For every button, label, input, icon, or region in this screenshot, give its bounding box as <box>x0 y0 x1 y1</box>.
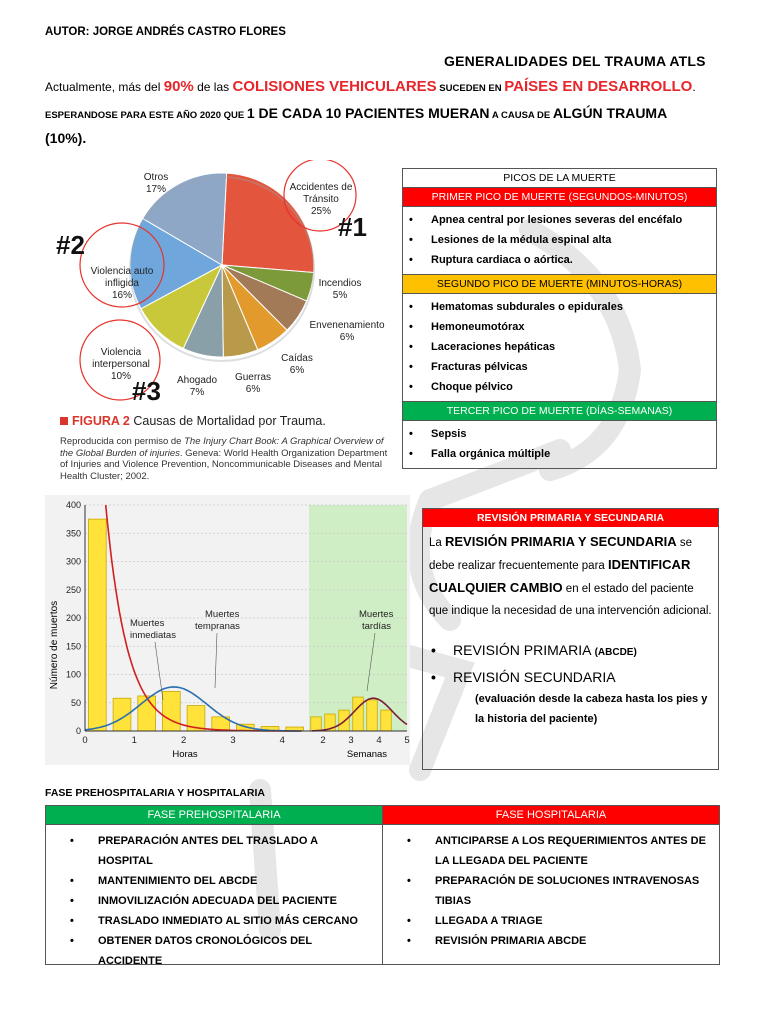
phase-table <box>45 805 720 965</box>
annotation-immediate-1: Muertes <box>130 618 165 629</box>
y-tick-label: 250 <box>65 584 81 595</box>
list-item: • REVISIÓN PRIMARIA ABCDE <box>435 931 711 951</box>
list-item: • INMOVILIZACIÓN ADECUADA DEL PACIENTE <box>98 891 374 911</box>
x-tick-label-weeks: 5 <box>404 735 410 746</box>
revision-header: REVISIÓN PRIMARIA Y SECUNDARIA <box>423 509 718 527</box>
mark-2: #2 <box>56 230 85 260</box>
y-tick-label: 300 <box>65 556 81 567</box>
annotation-late-1: Muertes <box>359 609 394 620</box>
x-tick-label-hours: 0 <box>82 735 88 746</box>
y-tick-label: 400 <box>65 500 81 510</box>
y-tick-label: 200 <box>65 613 81 623</box>
list-item: • TRASLADO INMEDIATO AL SITIO MÁS CERCANO <box>98 911 374 931</box>
list-item: • Laceraciones hepáticas <box>431 337 710 357</box>
hospital-header: FASE HOSPITALARIA <box>383 806 719 825</box>
x-hours-label: Horas <box>172 749 198 760</box>
figure-note: Reproducida con permiso de The Injury Chart Book: A Graphical Overview of the Global Burden of injuries. Geneva: World Health Organization Department of Injuries and Violence Prevention, Noncommunicable Diseases and Mental Health Cluster; 2002. <box>60 436 388 482</box>
list-item: • Falla orgánica múltiple <box>431 444 710 464</box>
bar-weeks <box>367 700 378 731</box>
document-title: GENERALIDADES DEL TRAUMA ATLS <box>444 53 706 69</box>
revision-secondary-note: (evaluación desde la cabeza hasta los pies y la historia del paciente) <box>475 693 708 725</box>
y-tick-label: 150 <box>65 641 81 652</box>
second-peak-list <box>403 294 716 401</box>
bar-hours <box>88 519 106 731</box>
first-peak-title: PRIMER PICO DE MUERTE (SEGUNDOS-MINUTOS) <box>403 188 716 207</box>
x-tick-label-weeks: 4 <box>376 735 382 746</box>
prehospital-header: FASE PREHOSPITALARIA <box>46 806 382 825</box>
x-tick-label-hours: 4 <box>279 735 285 746</box>
bar-weeks <box>311 717 322 731</box>
death-distribution-chart <box>45 495 410 765</box>
x-tick-label-hours: 3 <box>230 735 236 746</box>
prehospital-column <box>46 806 382 967</box>
list-item: • Hematomas subdurales o epidurales <box>431 297 710 317</box>
list-item: • Hemoneumotórax <box>431 317 710 337</box>
bar-hours <box>138 696 156 731</box>
second-peak-title: SEGUNDO PICO DE MUERTE (MINUTOS-HORAS) <box>403 275 716 294</box>
phase-section-title: FASE PREHOSPITALARIA Y HOSPITALARIA <box>45 787 265 799</box>
third-peak-title: TERCER PICO DE MUERTE (DÍAS-SEMANAS) <box>403 402 716 421</box>
mortality-pie-figure <box>40 160 392 410</box>
annotation-early-2: tempranas <box>195 621 240 632</box>
list-item: • MANTENIMIENTO DEL ABCDE <box>98 871 374 891</box>
list-item: • LLEGADA A TRIAGE <box>435 911 711 931</box>
figure-caption: FIGURA 2 Causas de Mortalidad por Trauma. <box>60 414 326 428</box>
x-tick-label-weeks: 3 <box>348 735 354 746</box>
first-peak-list <box>403 207 716 274</box>
author-line: AUTOR: JORGE ANDRÉS CASTRO FLORES <box>45 26 286 38</box>
annotation-early-1: Muertes <box>205 609 240 620</box>
y-tick-label: 350 <box>65 528 81 539</box>
death-peaks-header: PICOS DE LA MUERTE <box>403 169 716 188</box>
intro-paragraph-1: Actualmente, más del 90% de las COLISIONES VEHICULARES SUCEDEN EN PAÍSES EN DESARROLLO. <box>45 78 696 95</box>
y-tick-label: 50 <box>70 697 81 708</box>
pie-label-envenenamiento: Envenenamiento 6% <box>309 320 385 343</box>
mark-3: #3 <box>132 376 161 406</box>
pie-label-ahogado: Ahogado 7% <box>176 375 218 398</box>
pie-label-otros: Otros 17% <box>143 172 169 195</box>
list-item: • PREPARACIÓN DE SOLUCIONES INTRAVENOSAS TIBIAS <box>435 871 711 911</box>
third-peak-list <box>403 421 716 468</box>
caption-square-icon <box>60 417 68 425</box>
mark-1: #1 <box>338 212 367 242</box>
list-item: • PREPARACIÓN ANTES DEL TRASLADO A HOSPITAL <box>98 831 374 871</box>
pie-label-violencia-auto: Violencia auto infligida 16% <box>90 266 154 301</box>
bar-weeks <box>353 697 364 731</box>
list-item: • Apnea central por lesiones severas del encéfalo <box>431 210 710 230</box>
x-tick-label-hours: 2 <box>181 735 187 746</box>
list-item: • REVISIÓN PRIMARIA (ABCDE) <box>453 638 712 665</box>
death-chart-svg <box>45 495 410 765</box>
list-item: • Ruptura cardiaca o aórtica. <box>431 250 710 270</box>
pie-label-guerras: Guerras 6% <box>234 372 272 395</box>
y-axis-label: Número de muertos <box>49 600 60 690</box>
annotation-late-2: tardías <box>362 621 392 632</box>
list-item: • REVISIÓN SECUNDARIA <box>453 665 712 689</box>
list-item: • ANTICIPARSE A LOS REQUERIMIENTOS ANTES DE LA LLEGADA DEL PACIENTE <box>435 831 711 871</box>
y-tick-label: 0 <box>75 726 81 736</box>
revision-list <box>423 626 718 689</box>
pie-label-accidentes: Accidentes de Tránsito 25% <box>289 182 353 217</box>
pie-label-caidas: Caídas 6% <box>281 353 313 376</box>
y-tick-label: 100 <box>65 669 81 680</box>
x-tick-label-weeks: 2 <box>320 735 326 746</box>
bar-hours <box>162 691 180 731</box>
death-peaks-table <box>402 168 717 469</box>
list-item: • Lesiones de la médula espinal alta <box>431 230 710 250</box>
revision-paragraph: La REVISIÓN PRIMARIA Y SECUNDARIA se debe realizar frecuentemente para IDENTIFICAR CUALQUIER CAMBIO en el estado del paciente que indique la necesidad de una intervención adicional. <box>429 534 712 617</box>
pie-label-violencia-interpersonal: Violencia interpersonal 10% <box>92 347 150 382</box>
list-item: • Sepsis <box>431 424 710 444</box>
annotation-immediate-2: inmediatas <box>130 630 176 641</box>
x-weeks-label: Semanas <box>346 749 388 760</box>
hospital-list <box>383 825 719 951</box>
pie-label-incendios: Incendios 5% <box>318 278 362 301</box>
hospital-column <box>382 806 719 964</box>
list-item: • Fracturas pélvicas <box>431 357 710 377</box>
list-item: • Choque pélvico <box>431 377 710 397</box>
prehospital-list <box>46 825 382 971</box>
revision-box <box>422 508 719 770</box>
intro-paragraph-2: ESPERANDOSE PARA ESTE AÑO 2020 QUE 1 DE CADA 10 PACIENTES MUERAN A CAUSA DE ALGÚN TRAUMA (10%). <box>45 105 667 146</box>
bar-weeks <box>381 710 392 731</box>
list-item: • OBTENER DATOS CRONOLÓGICOS DEL ACCIDENTE <box>98 931 374 971</box>
x-tick-label-hours: 1 <box>131 735 137 746</box>
